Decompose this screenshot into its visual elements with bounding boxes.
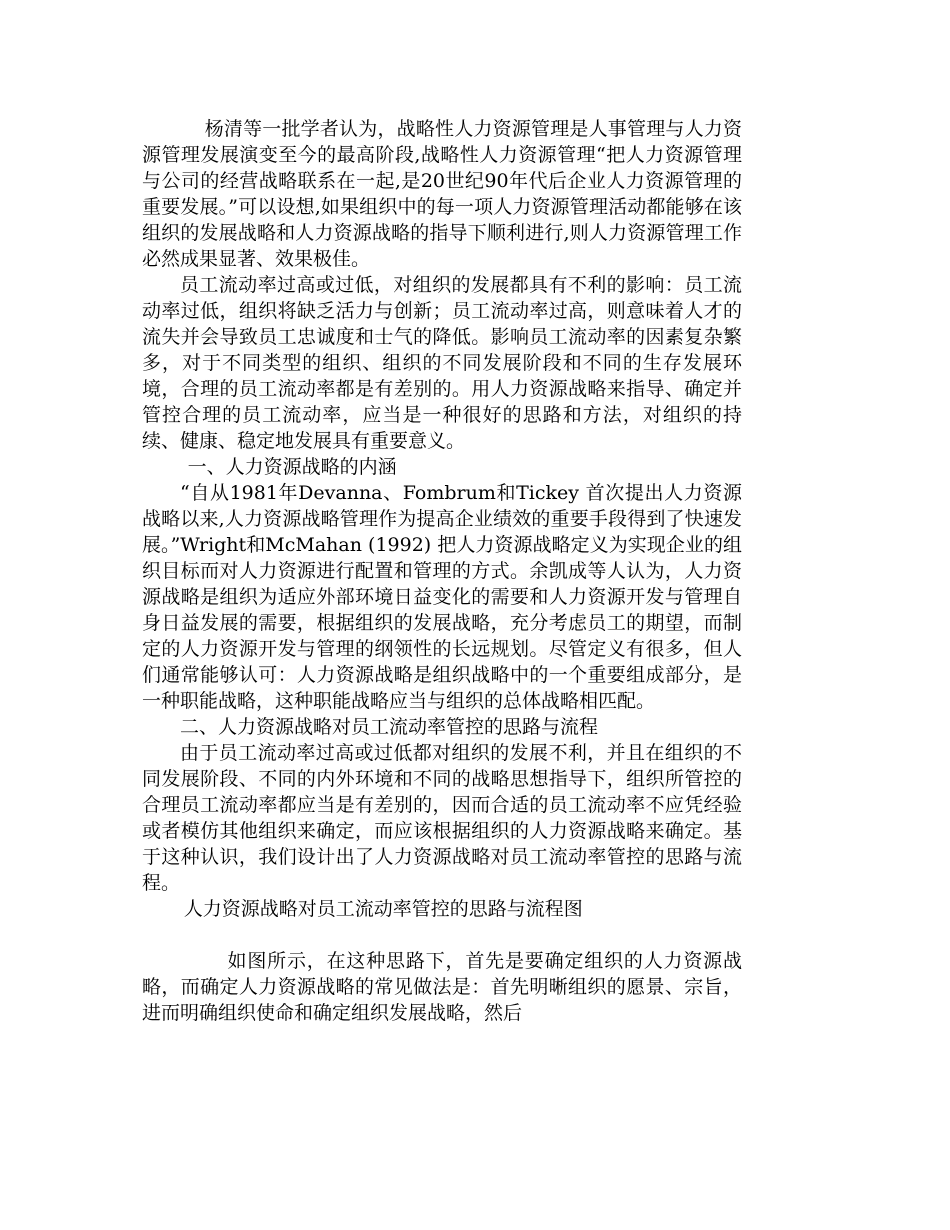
section-heading-1: 一、人力资源战略的内涵 [187, 456, 397, 478]
document-body [142, 116, 742, 1026]
paragraph-hr-strategy-definition: “自从1981年Devanna、Fombrum和Tickey 首次提出人力资源战略以来,人力资源战略管理作为提高企业绩效的重要手段得到了快速发展。”Wright和McMahan (1992) 把人力资源战略定义为实现企业的组织目标而对人力资源进行配置和管理的方式。余凯成等人认为，人力资源战略是组织为适应外部环境日益变化的需要和人力资源开发与管理自身日益发展的需要，根据组织的发展战略，充分考虑员工的期望，而制定的人力资源开发与管理的纲领性的长远规划。尽管定义有很多，但人们通常能够认可：人力资源战略是组织战略中的一个重要组成部分，是一种职能战略，这种职能战略应当与组织的总体战略相匹配。 [142, 482, 742, 712]
section-heading-2: 二、人力资源战略对员工流动率管控的思路与流程 [180, 716, 599, 738]
figure-caption: 人力资源战略对员工流动率管控的思路与流程图 [183, 898, 583, 920]
paragraph-figure-explanation: 如图所示，在这种思路下，首先是要确定组织的人力资源战略，而确定人力资源战略的常见做法是：首先明晰组织的愿景、宗旨，进而明确组织使命和确定组织发展战略，然后 [142, 950, 742, 1024]
paragraph-strategic-hrm: 杨清等一批学者认为，战略性人力资源管理是人事管理与人力资源管理发展演变至今的最高阶段,战略性人力资源管理“把人力资源管理与公司的经营战略联系在一起,是20世纪90年代后企业人力资源管理的重要发展。”可以设想,如果组织中的每一项人力资源管理活动都能够在该组织的发展战略和人力资源战略的指导下顺利进行,则人力资源管理工作必然成果显著、效果极佳。 [142, 118, 742, 270]
paragraph-turnover-control: 由于员工流动率过高或过低都对组织的发展不利，并且在组织的不同发展阶段、不同的内外环境和不同的战略思想指导下，组织所管控的合理员工流动率都应当是有差别的，因而合适的员工流动率不应凭经验或者模仿其他组织来确定，而应该根据组织的人力资源战略来确定。基于这种认识，我们设计出了人力资源战略对员工流动率管控的思路与流程。 [142, 742, 742, 894]
paragraph-turnover-impact: 员工流动率过高或过低，对组织的发展都具有不利的影响：员工流动率过低，组织将缺乏活力与创新；员工流动率过高，则意味着人才的流失并会导致员工忠诚度和士气的降低。影响员工流动率的因素复杂繁多，对于不同类型的组织、组织的不同发展阶段和不同的生存发展环境，合理的员工流动率都是有差别的。用人力资源战略来指导、确定并管控合理的员工流动率，应当是一种很好的思路和方法，对组织的持续、健康、稳定地发展具有重要意义。 [142, 274, 742, 452]
